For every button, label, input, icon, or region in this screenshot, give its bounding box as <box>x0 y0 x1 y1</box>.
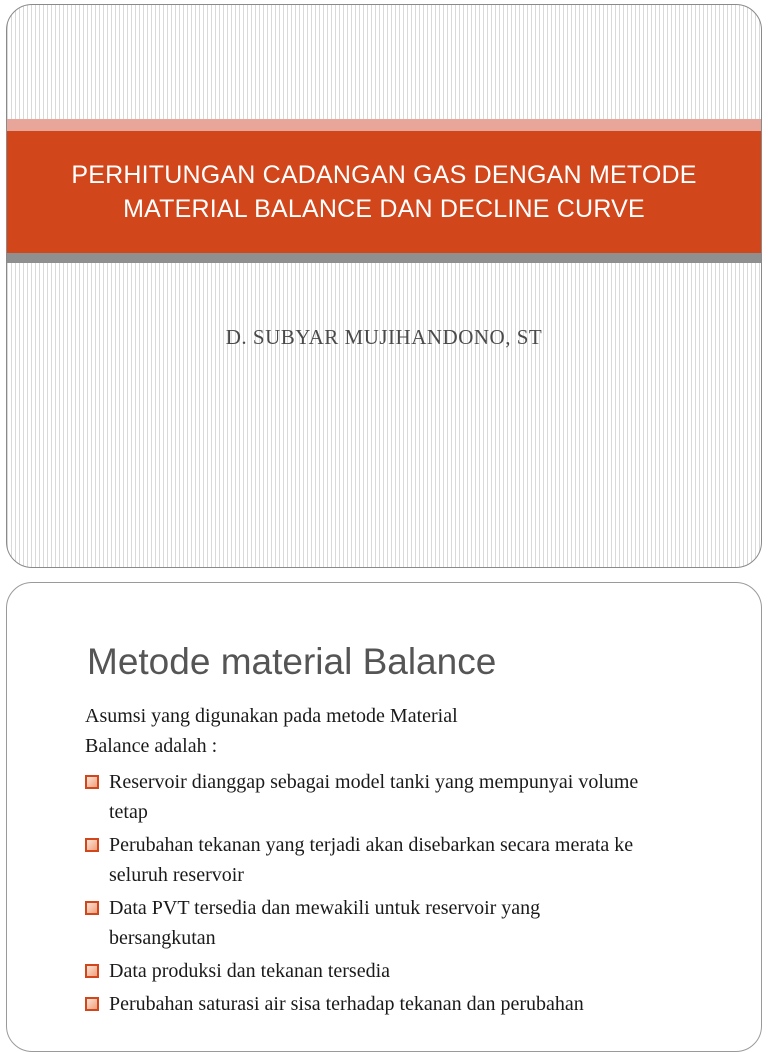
bullet-text: tetap <box>109 801 148 823</box>
list-item <box>85 767 745 827</box>
content-slide <box>6 582 762 1052</box>
title-line: PERHITUNGAN CADANGAN GAS DENGAN METODE <box>71 161 697 189</box>
slide-body <box>85 701 745 1022</box>
square-bullet-icon <box>85 838 99 852</box>
square-bullet-icon <box>85 997 99 1011</box>
bullet-text: Perubahan saturasi air sisa terhadap tekanan dan perubahan <box>109 993 584 1015</box>
list-item <box>85 989 745 1019</box>
bullet-text: Reservoir dianggap sebagai model tanki yang mempunyai volume <box>109 771 639 793</box>
list-item <box>85 893 745 953</box>
list-item <box>85 956 745 986</box>
bullet-text: seluruh reservoir <box>109 864 244 886</box>
slide-heading: Metode material Balance <box>87 641 497 682</box>
square-bullet-icon <box>85 964 99 978</box>
title-banner <box>7 131 761 253</box>
bullet-text: Data produksi dan tekanan tersedia <box>109 960 391 982</box>
title-slide <box>6 4 762 568</box>
intro-line: Asumsi yang digunakan pada metode Material <box>85 705 458 727</box>
bullet-text: Perubahan tekanan yang terjadi akan disebarkan secara merata ke <box>109 834 634 856</box>
title-line: MATERIAL BALANCE DAN DECLINE CURVE <box>123 195 645 223</box>
square-bullet-icon <box>85 775 99 789</box>
square-bullet-icon <box>85 901 99 915</box>
bullet-text: Data PVT tersedia dan mewakili untuk reservoir yang <box>109 897 541 919</box>
title-shadow-bar <box>7 253 761 263</box>
list-item <box>85 830 745 890</box>
bullet-text: bersangkutan <box>109 927 216 949</box>
author-subtitle: D. SUBYAR MUJIHANDONO, ST <box>225 325 543 349</box>
bullet-list <box>85 767 745 1019</box>
slide-title <box>54 158 714 226</box>
intro-line: Balance adalah : <box>85 735 218 757</box>
title-accent-bar <box>7 119 761 131</box>
